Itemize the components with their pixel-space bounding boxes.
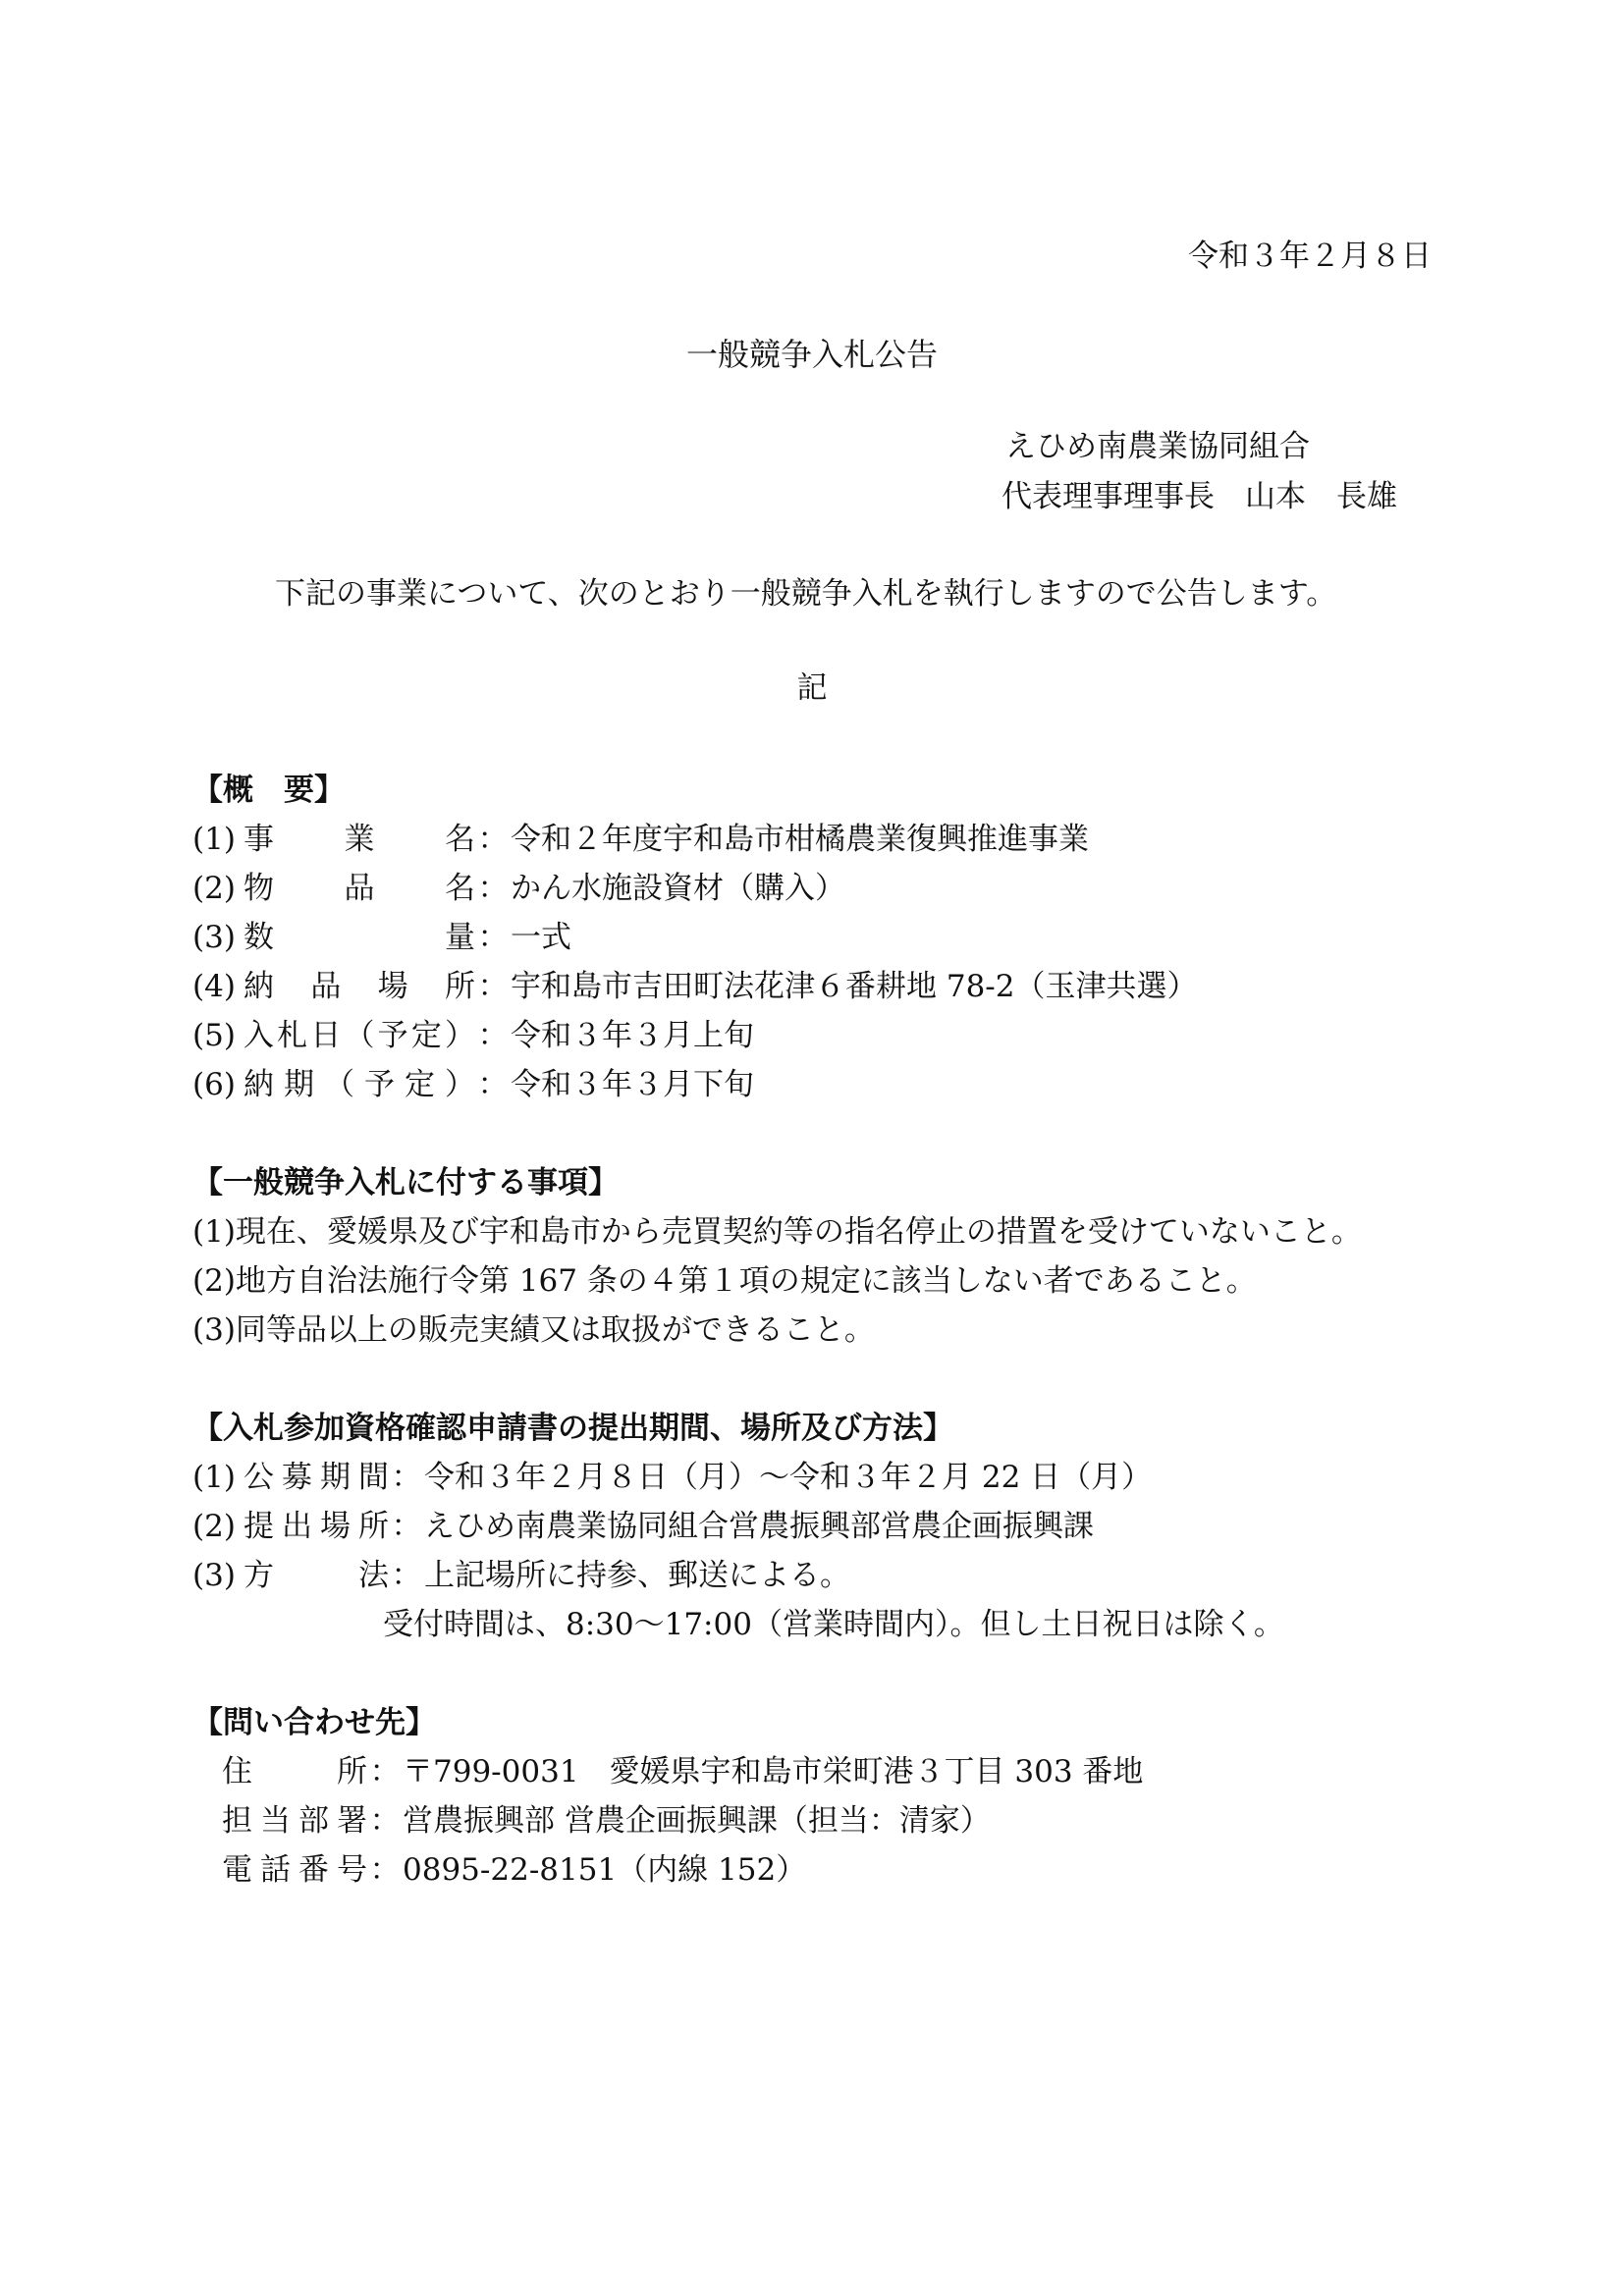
separator: ： bbox=[391, 1509, 422, 1544]
contact-item bbox=[222, 1754, 1144, 1789]
separator: ： bbox=[391, 1460, 422, 1495]
overview-item bbox=[192, 822, 1089, 857]
separator: ： bbox=[369, 1803, 401, 1839]
item-label: 納期（予定） bbox=[244, 1067, 475, 1102]
item-label: 納品場所 bbox=[244, 969, 475, 1004]
application-item bbox=[192, 1460, 1153, 1495]
condition-item: (2)地方自治法施行令第 167 条の４第１項の規定に該当しない者であること。 bbox=[192, 1263, 1257, 1299]
issuer-organization: えひめ南農業協同組合 bbox=[1005, 429, 1310, 464]
condition-item: (1)現在、愛媛県及び宇和島市から売買契約等の指名停止の措置を受けていないこと。 bbox=[192, 1214, 1362, 1250]
contact-value: 0895-22-8151（内線 152） bbox=[403, 1852, 807, 1888]
item-number: (3) bbox=[192, 1558, 236, 1593]
separator: ： bbox=[477, 969, 509, 1004]
item-value: 令和３年３月下旬 bbox=[511, 1067, 754, 1102]
item-value: 一式 bbox=[511, 920, 571, 955]
separator: ： bbox=[477, 920, 509, 955]
contact-label: 電話番号 bbox=[222, 1852, 367, 1888]
overview-item bbox=[192, 1067, 754, 1102]
application-item bbox=[192, 1509, 1094, 1544]
item-value: えひめ南農業協同組合営農振興部営農企画振興課 bbox=[424, 1509, 1094, 1544]
contact-item bbox=[222, 1803, 991, 1839]
separator: ： bbox=[369, 1852, 401, 1888]
item-number: (3) bbox=[192, 920, 236, 955]
application-item bbox=[192, 1558, 850, 1593]
item-number: (1) bbox=[192, 1460, 236, 1495]
item-label: 事業名 bbox=[244, 822, 475, 857]
item-label: 数量 bbox=[244, 920, 475, 955]
item-value: 宇和島市吉田町法花津６番耕地 78-2（玉津共選） bbox=[511, 969, 1198, 1004]
item-number: (5) bbox=[192, 1018, 236, 1053]
contact-label: 住所 bbox=[222, 1754, 367, 1789]
separator: ： bbox=[391, 1558, 422, 1593]
issuer-representative: 代表理事理事長 山本 長雄 bbox=[1001, 479, 1397, 514]
intro-text: 下記の事業について、次のとおり一般競争入札を執行しますので公告します。 bbox=[275, 576, 1337, 612]
item-value: 令和２年度宇和島市柑橘農業復興推進事業 bbox=[511, 822, 1089, 857]
contact-value: 営農振興部 営農企画振興課（担当：清家） bbox=[403, 1803, 991, 1839]
contact-item bbox=[222, 1852, 807, 1888]
overview-item bbox=[192, 969, 1198, 1004]
notice-date: 令和３年２月８日 bbox=[1188, 239, 1432, 274]
item-label: 物品名 bbox=[244, 871, 475, 906]
overview-item bbox=[192, 920, 571, 955]
document-title: 一般競争入札公告 bbox=[685, 336, 938, 373]
conditions-heading: 【一般競争入札に付する事項】 bbox=[192, 1165, 619, 1201]
overview-item bbox=[192, 1018, 754, 1053]
separator: ： bbox=[477, 1018, 509, 1053]
item-number: (6) bbox=[192, 1067, 236, 1102]
separator: ： bbox=[477, 1067, 509, 1102]
item-label: 公募期間 bbox=[244, 1460, 389, 1495]
item-value: 上記場所に持参、郵送による。 bbox=[424, 1558, 850, 1593]
contact-value: 〒799-0031 愛媛県宇和島市栄町港３丁目 303 番地 bbox=[403, 1754, 1144, 1789]
contact-heading: 【問い合わせ先】 bbox=[192, 1705, 436, 1740]
ki-marker: 記 bbox=[796, 670, 828, 706]
separator: ： bbox=[477, 871, 509, 906]
item-number: (1) bbox=[192, 822, 236, 857]
item-number: (2) bbox=[192, 1509, 236, 1544]
overview-heading: 【概 要】 bbox=[192, 773, 345, 808]
separator: ： bbox=[369, 1754, 401, 1789]
item-label: 方法 bbox=[244, 1558, 389, 1593]
item-value: かん水施設資材（購入） bbox=[511, 871, 845, 906]
item-value: 令和３年３月上旬 bbox=[511, 1018, 754, 1053]
condition-item: (3)同等品以上の販売実績又は取扱ができること。 bbox=[192, 1312, 875, 1348]
contact-label: 担当部署 bbox=[222, 1803, 367, 1839]
item-label: 提出場所 bbox=[244, 1509, 389, 1544]
item-number: (4) bbox=[192, 969, 236, 1004]
item-number: (2) bbox=[192, 871, 236, 906]
item-label: 入札日（予定） bbox=[244, 1018, 475, 1053]
separator: ： bbox=[477, 822, 509, 857]
application-heading: 【入札参加資格確認申請書の提出期間、場所及び方法】 bbox=[192, 1411, 953, 1446]
reception-note: 受付時間は、8:30～17:00（営業時間内）。但し土日祝日は除く。 bbox=[383, 1607, 1284, 1642]
overview-item bbox=[192, 871, 845, 906]
item-value: 令和３年２月８日（月）～令和３年２月 22 日（月） bbox=[424, 1460, 1153, 1495]
